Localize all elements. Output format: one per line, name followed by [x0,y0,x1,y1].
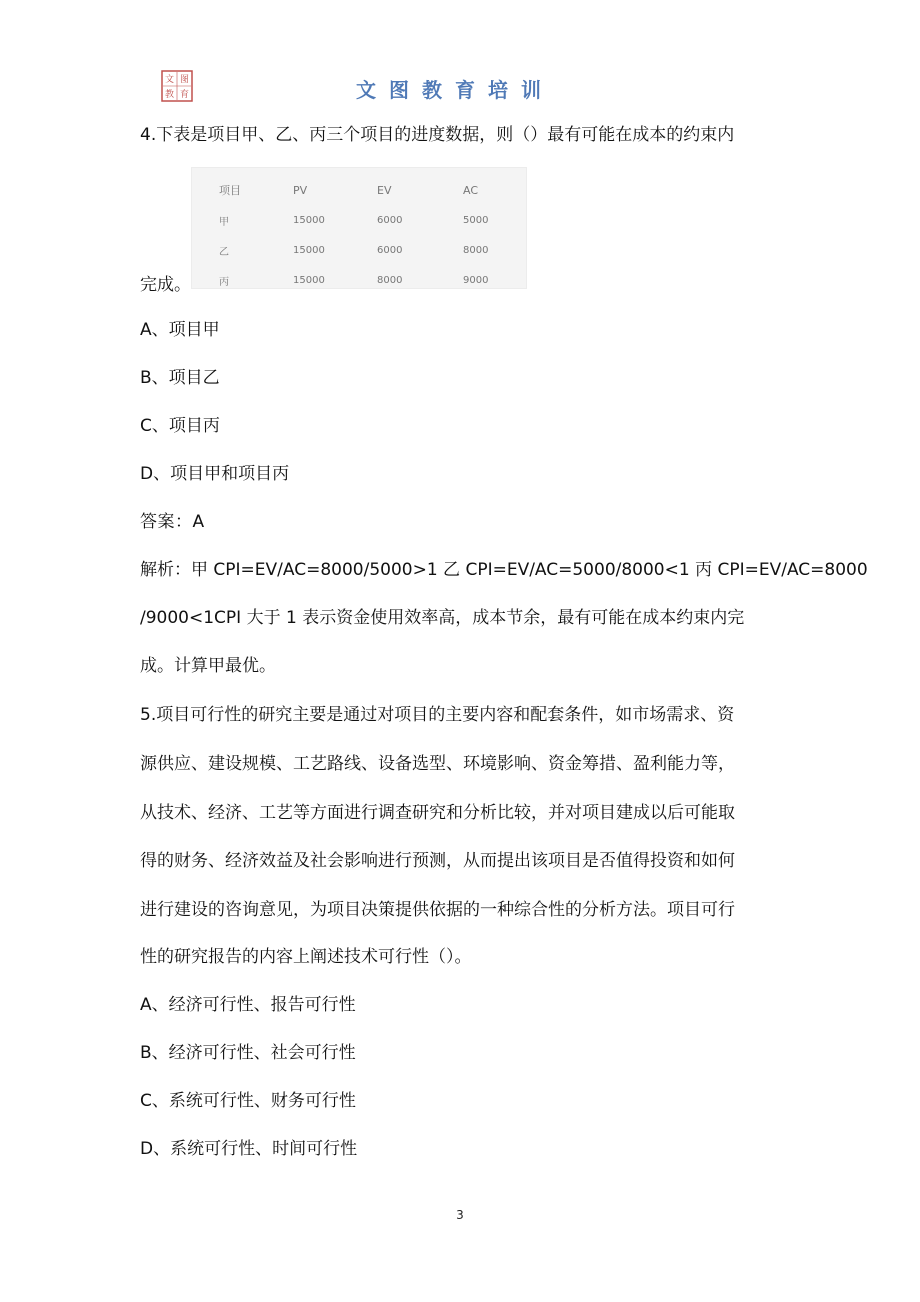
table-cell: 5000 [463,214,489,226]
q4-stem: 4.下表是项目甲、乙、丙三个项目的进度数据，则（）最有可能在成本的约束内 [140,125,735,145]
q5-option-b: B、经济可行性、社会可行性 [140,1043,356,1063]
table-header-cell: 项目 [219,184,241,197]
table-cell: 15000 [293,244,325,256]
table-header-cell: AC [463,183,479,197]
table-header-cell: EV [377,183,392,197]
table-header-cell: PV [293,183,308,197]
page-number: 3 [456,1208,464,1222]
q4-stem-end: 完成。 [140,275,191,295]
q5-option-a: A、经济可行性、报告可行性 [140,995,356,1015]
table-cell: 丙 [219,276,229,288]
q4-analysis-line: /9000<1CPI 大于 1 表示资金使用效率高，成本节余，最有可能在成本约束内完 [140,608,745,628]
logo-seal [161,70,193,102]
q5-stem-line: 源供应、建设规模、工艺路线、设备选型、环境影响、资金筹措、盈利能力等， [140,754,735,774]
page-header [0,62,920,112]
q5-option-c: C、系统可行性、财务可行性 [140,1091,356,1111]
table-cell: 6000 [377,244,403,256]
svg-text:文: 文 [164,75,175,85]
q5-option-d: D、系统可行性、时间可行性 [140,1139,358,1159]
q4-option-d: D、项目甲和项目丙 [140,464,290,484]
svg-text:教: 教 [164,90,175,100]
table-cell: 15000 [293,274,325,286]
q5-stem-line: 进行建设的咨询意见，为项目决策提供依据的一种综合性的分析方法。项目可行 [140,900,735,920]
q5-stem-line: 得的财务、经济效益及社会影响进行预测，从而提出该项目是否值得投资和如何 [140,851,735,871]
svg-text:图: 图 [179,75,190,85]
header-title: 文图教育培训 [356,78,554,102]
table-cell: 15000 [293,214,325,226]
table-row [219,205,523,235]
table-row [219,265,523,295]
q5-stem-line: 性的研究报告的内容上阐述技术可行性（）。 [140,947,472,967]
table-cell: 乙 [219,246,229,258]
table-row [219,235,523,265]
table-cell: 8000 [377,274,403,286]
q5-stem-line: 5.项目可行性的研究主要是通过对项目的主要内容和配套条件，如市场需求、资 [140,705,735,725]
progress-data-table [191,167,527,289]
table-cell: 甲 [219,216,229,228]
q4-analysis-line: 解析：甲 CPI=EV/AC=8000/5000>1 乙 CPI=EV/AC=5000/8000<1 丙 CPI=EV/AC=8000 [140,560,868,580]
q4-analysis-line: 成。计算甲最优。 [140,656,276,676]
table-header-row [219,175,523,205]
table-cell: 8000 [463,244,489,256]
svg-text:育: 育 [179,90,190,100]
table-cell: 6000 [377,214,403,226]
q4-option-b: B、项目乙 [140,368,220,388]
q4-option-c: C、项目丙 [140,416,220,436]
q4-answer: 答案：A [140,512,205,532]
q4-option-a: A、项目甲 [140,320,220,340]
q5-stem-line: 从技术、经济、工艺等方面进行调查研究和分析比较，并对项目建成以后可能取 [140,803,735,823]
table-cell: 9000 [463,274,489,286]
